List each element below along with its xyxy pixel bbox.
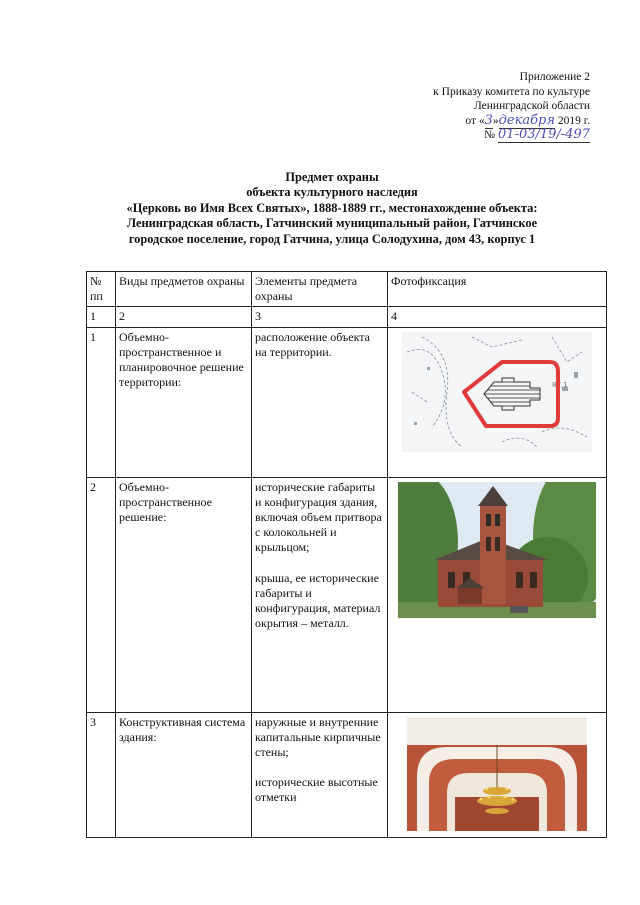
church-exterior-image — [398, 482, 596, 618]
header-type: Виды предметов охраны — [116, 272, 252, 307]
element-text: наружные и внутренние капитальные кирпичные стены; — [255, 714, 381, 760]
number-prefix: № — [484, 129, 496, 142]
photo-cell — [388, 477, 607, 712]
table-header-row — [87, 272, 607, 307]
header-num: № пп — [87, 272, 116, 307]
church-interior-image — [407, 717, 587, 831]
title-line-3: «Церковь во Имя Всех Святых», 1888-1889 гг., местонахождение объекта: — [126, 200, 538, 215]
element-text: крыша, ее исторические габариты и конфигурация, материал окрытия – металл. — [255, 570, 381, 631]
row-type: Объемно-пространственное решение: — [116, 477, 252, 712]
table-row — [87, 327, 607, 477]
photo-cell — [388, 712, 607, 837]
col-number: 4 — [388, 307, 607, 327]
appendix-header — [370, 70, 590, 143]
date-day: 3 — [484, 112, 493, 128]
row-elements — [252, 327, 388, 477]
appendix-line-3: Ленинградской области — [473, 100, 590, 113]
table-row — [87, 477, 607, 712]
document-title — [60, 170, 604, 247]
appendix-date — [370, 114, 590, 129]
row-num: 2 — [87, 477, 116, 712]
appendix-line-1: Приложение 2 — [519, 71, 590, 83]
header-photo: Фотофиксация — [388, 272, 607, 307]
table-row — [87, 712, 607, 837]
row-num: 3 — [87, 712, 116, 837]
table-numbering-row — [87, 307, 607, 327]
col-number: 3 — [252, 307, 388, 327]
row-type: Объемно-пространственное и планировочное решение территории: — [116, 327, 252, 477]
date-mid: » — [492, 114, 499, 127]
element-text: расположение объекта на территории. — [255, 329, 370, 359]
row-elements — [252, 477, 388, 712]
site-plan-image — [402, 332, 592, 452]
title-line-4: Ленинградская область, Гатчинский муниципальный район, Гатчинское — [126, 216, 538, 231]
row-type: Конструктивная система здания: — [116, 712, 252, 837]
title-line-5: городское поселение, город Гатчина, улица Солодухина, дом 43, корпус 1 — [128, 231, 536, 246]
title-line-2: объекта культурного наследия — [246, 185, 418, 200]
date-month: декабря — [498, 112, 555, 128]
row-num: 1 — [87, 327, 116, 477]
col-number: 1 — [87, 307, 116, 327]
title-line-1: Предмет охраны — [285, 170, 379, 184]
element-text: исторические габариты и конфигурация здания, включая объем притвора с колокольней и крыльцом; — [255, 479, 382, 555]
appendix-line-2: к Приказу комитета по культуре — [433, 85, 590, 98]
date-year: 2019 г. — [557, 114, 590, 127]
protection-table — [86, 271, 607, 838]
svg-text:87.1: 87.1 — [552, 380, 568, 389]
appendix-number — [370, 128, 590, 143]
date-prefix: от « — [465, 114, 485, 127]
col-number: 2 — [116, 307, 252, 327]
photo-cell — [388, 327, 607, 477]
row-elements — [252, 712, 388, 837]
number-value: 01-03/19/-497 — [498, 127, 590, 143]
header-elements: Элементы предмета охраны — [252, 272, 388, 307]
element-text: исторические высотные отметки — [255, 775, 378, 805]
